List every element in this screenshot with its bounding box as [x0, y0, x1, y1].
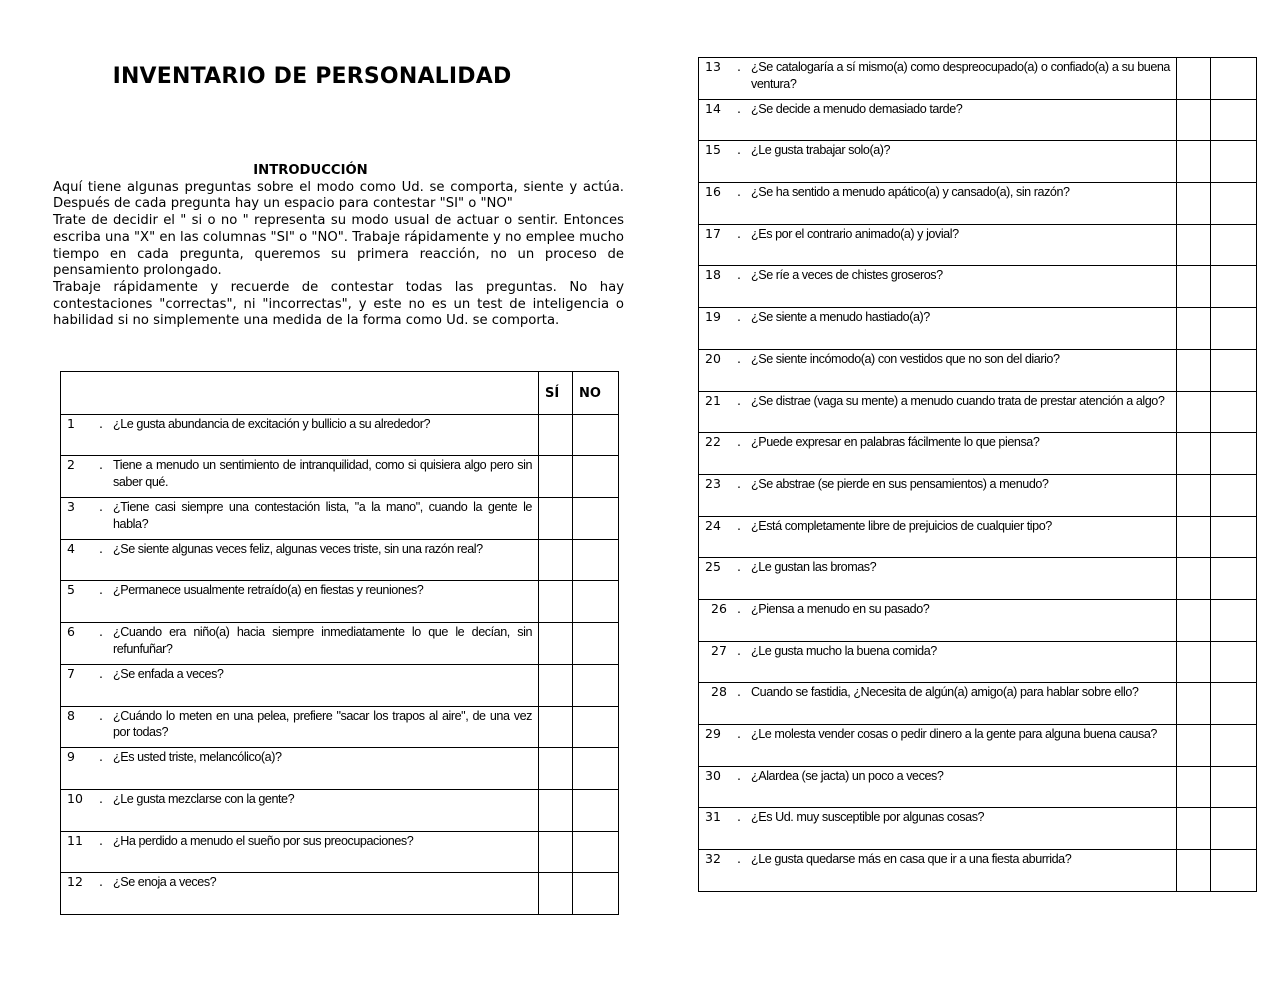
introduction-paragraph: Trate de decidir el " si o no " representa su modo usual de actuar o sentir. Entonces escriba una "X" en las columnas "SI" o "NO". Trabaje rápidamente y no emplee mucho tiempo en cada pregunta, queremos su primera reacción, no un proceso de pensamiento prolongado.: [53, 213, 624, 279]
question-number-dot: .: [99, 832, 103, 848]
question-row: [61, 581, 619, 623]
question-text: ¿Le gusta quedarse más en casa que ir a una fiesta aburrida?: [751, 852, 1072, 867]
question-number: 10: [67, 790, 83, 806]
question-number-dot: .: [737, 767, 741, 783]
question-number-dot: .: [99, 874, 103, 890]
question-number-dot: .: [737, 517, 741, 533]
question-number-dot: .: [737, 809, 741, 825]
question-number-dot: .: [737, 434, 741, 450]
questionnaire-table-left: [60, 371, 619, 915]
question-cell: [61, 623, 539, 665]
question-number-dot: .: [99, 457, 103, 473]
question-number: 20: [705, 350, 721, 366]
no-answer-box[interactable]: [573, 456, 619, 498]
question-cell: [699, 516, 1177, 558]
question-number: 23: [705, 475, 721, 491]
question-row: [699, 599, 1257, 641]
no-answer-box[interactable]: [1211, 141, 1257, 183]
question-text: ¿Tiene casi siempre una contestación lista, "a la mano", cuando la gente le habla?: [113, 500, 532, 531]
question-number-dot: .: [99, 540, 103, 556]
yes-answer-box[interactable]: [539, 539, 573, 581]
no-answer-box[interactable]: [573, 748, 619, 790]
question-row: [699, 391, 1257, 433]
question-cell: [699, 308, 1177, 350]
question-number: 6: [67, 624, 75, 640]
question-text: ¿Cuando era niño(a) hacia siempre inmediatamente lo que le decían, sin refunfuñar?: [113, 625, 532, 656]
question-text: ¿Puede expresar en palabras fácilmente lo que piensa?: [751, 435, 1040, 450]
question-number: 30: [705, 767, 721, 783]
yes-answer-box[interactable]: [1177, 558, 1211, 600]
question-cell: [699, 141, 1177, 183]
question-number: 17: [705, 225, 721, 241]
question-row: [61, 664, 619, 706]
question-cell: [61, 831, 539, 873]
question-number-dot: .: [737, 392, 741, 408]
question-number-dot: .: [737, 225, 741, 241]
question-number: 16: [705, 184, 721, 200]
question-text: Tiene a menudo un sentimiento de intranquilidad, como si quisiera algo pero sin saber qué.: [113, 458, 532, 489]
yes-answer-box[interactable]: [539, 789, 573, 831]
question-row: [699, 725, 1257, 767]
yes-answer-box[interactable]: [1177, 766, 1211, 808]
yes-answer-box[interactable]: [1177, 433, 1211, 475]
question-text: ¿Alardea (se jacta) un poco a veces?: [751, 768, 944, 783]
question-row: [699, 516, 1257, 558]
question-number: 2: [67, 457, 75, 473]
no-answer-box[interactable]: [1211, 474, 1257, 516]
question-text: ¿Permanece usualmente retraído(a) en fiestas y reuniones?: [113, 583, 424, 598]
question-row: [699, 266, 1257, 308]
question-cell: [61, 873, 539, 915]
yes-column-header: SÍ: [539, 372, 573, 415]
question-number-dot: .: [99, 499, 103, 515]
question-row: [699, 683, 1257, 725]
question-number: 27: [711, 642, 727, 658]
question-number-dot: .: [99, 624, 103, 640]
introduction-paragraph: Aquí tiene algunas preguntas sobre el modo como Ud. se comporta, siente y actúa. Después de cada pregunta hay un espacio para contestar "SI" o "NO": [53, 179, 624, 212]
question-row: [699, 766, 1257, 808]
yes-answer-box[interactable]: [1177, 308, 1211, 350]
yes-answer-box[interactable]: [1177, 224, 1211, 266]
question-number-dot: .: [737, 309, 741, 325]
question-number-dot: .: [737, 851, 741, 867]
question-cell: [699, 99, 1177, 141]
question-number: 25: [705, 559, 721, 575]
question-text: ¿Ha perdido a menudo el sueño por sus preocupaciones?: [113, 833, 414, 848]
question-number-dot: .: [99, 749, 103, 765]
yes-answer-box[interactable]: [1177, 808, 1211, 850]
introduction-paragraph: Trabaje rápidamente y recuerde de contestar todas las preguntas. No hay contestaciones "correctas", ni "incorrectas", y este no es un test de inteligencia o habilidad si no simplemente una medida de la forma como Ud. se comporta.: [53, 279, 624, 329]
question-cell: [61, 581, 539, 623]
question-cell: [699, 558, 1177, 600]
no-answer-box[interactable]: [1211, 266, 1257, 308]
question-text: ¿Le gusta mezclarse con la gente?: [113, 791, 295, 806]
question-cell: [699, 183, 1177, 225]
question-row: [61, 539, 619, 581]
question-text: ¿Le gusta mucho la buena comida?: [751, 643, 937, 658]
question-cell: [699, 266, 1177, 308]
question-text: ¿Se siente algunas veces feliz, algunas veces triste, sin una razón real?: [113, 541, 483, 556]
question-cell: [699, 725, 1177, 767]
no-answer-box[interactable]: [573, 414, 619, 456]
question-row: [61, 873, 619, 915]
yes-answer-box[interactable]: [1177, 599, 1211, 641]
introduction-heading: INTRODUCCIÓN: [253, 163, 368, 178]
question-number: 31: [705, 809, 721, 825]
question-row: [61, 706, 619, 748]
question-text: ¿Es Ud. muy susceptible por algunas cosas?: [751, 810, 985, 825]
no-answer-box[interactable]: [1211, 349, 1257, 391]
no-answer-box[interactable]: [1211, 183, 1257, 225]
question-cell: [61, 498, 539, 540]
question-number: 18: [705, 267, 721, 283]
question-number: 8: [67, 707, 75, 723]
table-header-row: [61, 372, 619, 415]
yes-answer-box[interactable]: [539, 706, 573, 748]
question-number: 26: [711, 600, 727, 616]
question-row: [61, 748, 619, 790]
question-row: [699, 474, 1257, 516]
question-number-dot: .: [737, 350, 741, 366]
yes-answer-box[interactable]: [1177, 850, 1211, 892]
question-number-dot: .: [99, 665, 103, 681]
question-text: ¿Se enoja a veces?: [113, 875, 217, 890]
question-cell: [699, 474, 1177, 516]
no-answer-box[interactable]: [1211, 558, 1257, 600]
question-number: 32: [705, 851, 721, 867]
question-text: ¿Cuándo lo meten en una pelea, prefiere "sacar los trapos al aire", de una vez por todas?: [113, 708, 532, 740]
no-answer-box[interactable]: [1211, 850, 1257, 892]
yes-answer-box[interactable]: [539, 623, 573, 665]
yes-answer-box[interactable]: [1177, 349, 1211, 391]
yes-answer-box[interactable]: [539, 831, 573, 873]
question-cell: [699, 850, 1177, 892]
question-text: ¿Le gustan las bromas?: [751, 560, 877, 575]
question-row: [61, 789, 619, 831]
question-cell: [61, 456, 539, 498]
question-number: 14: [705, 100, 721, 116]
question-text: ¿Se decide a menudo demasiado tarde?: [751, 101, 963, 116]
question-text: ¿Es por el contrario animado(a) y jovial?: [751, 226, 959, 241]
no-answer-box[interactable]: [1211, 766, 1257, 808]
question-number-dot: .: [99, 790, 103, 806]
question-cell: [61, 414, 539, 456]
question-number-dot: .: [737, 267, 741, 283]
no-answer-box[interactable]: [1211, 516, 1257, 558]
question-number-dot: .: [737, 726, 741, 741]
question-row: [61, 456, 619, 498]
yes-answer-box[interactable]: [539, 456, 573, 498]
question-number-dot: .: [737, 142, 741, 158]
question-text: ¿Se ríe a veces de chistes groseros?: [751, 268, 943, 283]
question-number-dot: .: [737, 100, 741, 116]
yes-answer-box[interactable]: [539, 748, 573, 790]
yes-answer-box[interactable]: [1177, 141, 1211, 183]
no-answer-box[interactable]: [1211, 99, 1257, 141]
question-row: [699, 183, 1257, 225]
question-cell: [61, 706, 539, 748]
yes-answer-box[interactable]: [1177, 266, 1211, 308]
question-text: ¿Se abstrae (se pierde en sus pensamientos) a menudo?: [751, 476, 1049, 491]
question-number-dot: .: [737, 684, 741, 700]
question-cell: [61, 539, 539, 581]
question-row: [699, 808, 1257, 850]
question-number: 29: [705, 726, 721, 741]
no-answer-box[interactable]: [573, 498, 619, 540]
yes-answer-box[interactable]: [1177, 58, 1211, 100]
question-cell: [699, 58, 1177, 100]
question-row: [61, 831, 619, 873]
question-number: 28: [711, 684, 727, 700]
question-row: [699, 308, 1257, 350]
no-answer-box[interactable]: [1211, 58, 1257, 100]
yes-answer-box[interactable]: [1177, 683, 1211, 725]
question-text: ¿Se enfada a veces?: [113, 666, 224, 681]
question-row: [699, 99, 1257, 141]
question-cell: [699, 391, 1177, 433]
question-text: ¿Se siente a menudo hastiado(a)?: [751, 310, 930, 325]
no-answer-box[interactable]: [1211, 808, 1257, 850]
question-number: 4: [67, 540, 75, 556]
yes-answer-box[interactable]: [1177, 725, 1211, 767]
yes-answer-box[interactable]: [1177, 641, 1211, 683]
question-number: 22: [705, 434, 721, 450]
question-number-dot: .: [737, 184, 741, 200]
question-number: 3: [67, 499, 75, 515]
no-answer-box[interactable]: [1211, 683, 1257, 725]
no-answer-box[interactable]: [1211, 599, 1257, 641]
yes-answer-box[interactable]: [1177, 391, 1211, 433]
question-number-dot: .: [99, 415, 103, 431]
question-cell: [699, 433, 1177, 475]
question-row: [699, 349, 1257, 391]
question-row: [61, 623, 619, 665]
question-cell: [61, 748, 539, 790]
question-cell: [699, 808, 1177, 850]
question-text: ¿Se catalogaría a sí mismo(a) como despreocupado(a) o confiado(a) a su buena ventura?: [751, 60, 1170, 91]
yes-answer-box[interactable]: [539, 581, 573, 623]
question-row: [699, 850, 1257, 892]
question-number-dot: .: [737, 475, 741, 491]
question-text: ¿Le gusta abundancia de excitación y bullicio a su alrededor?: [113, 416, 431, 431]
yes-answer-box[interactable]: [539, 414, 573, 456]
question-number: 15: [705, 142, 721, 158]
question-text: Cuando se fastidia, ¿Necesita de algún(a) amigo(a) para hablar sobre ello?: [751, 685, 1139, 700]
yes-answer-box[interactable]: [1177, 183, 1211, 225]
yes-answer-box[interactable]: [539, 873, 573, 915]
no-answer-box[interactable]: [573, 664, 619, 706]
question-cell: [61, 664, 539, 706]
no-answer-box[interactable]: [1211, 641, 1257, 683]
question-number-dot: .: [737, 600, 741, 616]
question-number: 12: [67, 874, 83, 890]
question-cell: [699, 224, 1177, 266]
no-answer-box[interactable]: [573, 581, 619, 623]
no-answer-box[interactable]: [1211, 391, 1257, 433]
question-row: [699, 433, 1257, 475]
question-number-dot: .: [99, 582, 103, 598]
question-row: [699, 58, 1257, 100]
question-number: 7: [67, 665, 75, 681]
question-cell: [699, 641, 1177, 683]
yes-answer-box[interactable]: [1177, 99, 1211, 141]
page-title: INVENTARIO DE PERSONALIDAD: [112, 64, 512, 89]
question-number-dot: .: [737, 59, 741, 74]
question-number: 5: [67, 582, 75, 598]
no-answer-box[interactable]: [1211, 725, 1257, 767]
question-number: 24: [705, 517, 721, 533]
no-answer-box[interactable]: [573, 539, 619, 581]
question-cell: [699, 766, 1177, 808]
question-number-dot: .: [737, 559, 741, 575]
question-row: [699, 141, 1257, 183]
question-text: ¿Está completamente libre de prejuicios de cualquier tipo?: [751, 518, 1052, 533]
no-answer-box[interactable]: [1211, 224, 1257, 266]
no-answer-box[interactable]: [1211, 433, 1257, 475]
question-cell: [699, 599, 1177, 641]
yes-answer-box[interactable]: [539, 498, 573, 540]
question-text: ¿Piensa a menudo en su pasado?: [751, 601, 930, 616]
no-answer-box[interactable]: [573, 831, 619, 873]
question-text: ¿Se ha sentido a menudo apático(a) y cansado(a), sin razón?: [751, 185, 1070, 200]
question-number: 1: [67, 415, 75, 431]
question-text: ¿Se distrae (vaga su mente) a menudo cuando trata de prestar atención a algo?: [751, 393, 1165, 408]
question-number: 13: [705, 59, 721, 74]
question-number: 9: [67, 749, 75, 765]
question-row: [699, 558, 1257, 600]
question-row: [61, 498, 619, 540]
no-answer-box[interactable]: [573, 789, 619, 831]
no-answer-box[interactable]: [573, 706, 619, 748]
yes-answer-box[interactable]: [539, 664, 573, 706]
question-cell: [699, 349, 1177, 391]
questionnaire-table-right: [698, 57, 1257, 892]
question-row: [699, 641, 1257, 683]
question-text: ¿Se siente incómodo(a) con vestidos que no son del diario?: [751, 351, 1060, 366]
question-number: 19: [705, 309, 721, 325]
question-row: [61, 414, 619, 456]
question-number-dot: .: [737, 642, 741, 658]
no-answer-box[interactable]: [573, 623, 619, 665]
no-column-header: NO: [573, 372, 619, 415]
yes-answer-box[interactable]: [1177, 516, 1211, 558]
question-text: ¿Es usted triste, melancólico(a)?: [113, 750, 282, 765]
question-number-dot: .: [99, 707, 103, 723]
question-number: 21: [705, 392, 721, 408]
question-text: ¿Le gusta trabajar solo(a)?: [751, 143, 891, 158]
question-cell: [61, 789, 539, 831]
yes-answer-box[interactable]: [1177, 474, 1211, 516]
question-column-header: [61, 372, 539, 415]
question-cell: [699, 683, 1177, 725]
question-number: 11: [67, 832, 83, 848]
no-answer-box[interactable]: [1211, 308, 1257, 350]
question-text: ¿Le molesta vender cosas o pedir dinero a la gente para alguna buena causa?: [751, 727, 1157, 741]
introduction-section: [53, 163, 624, 330]
question-row: [699, 224, 1257, 266]
no-answer-box[interactable]: [573, 873, 619, 915]
